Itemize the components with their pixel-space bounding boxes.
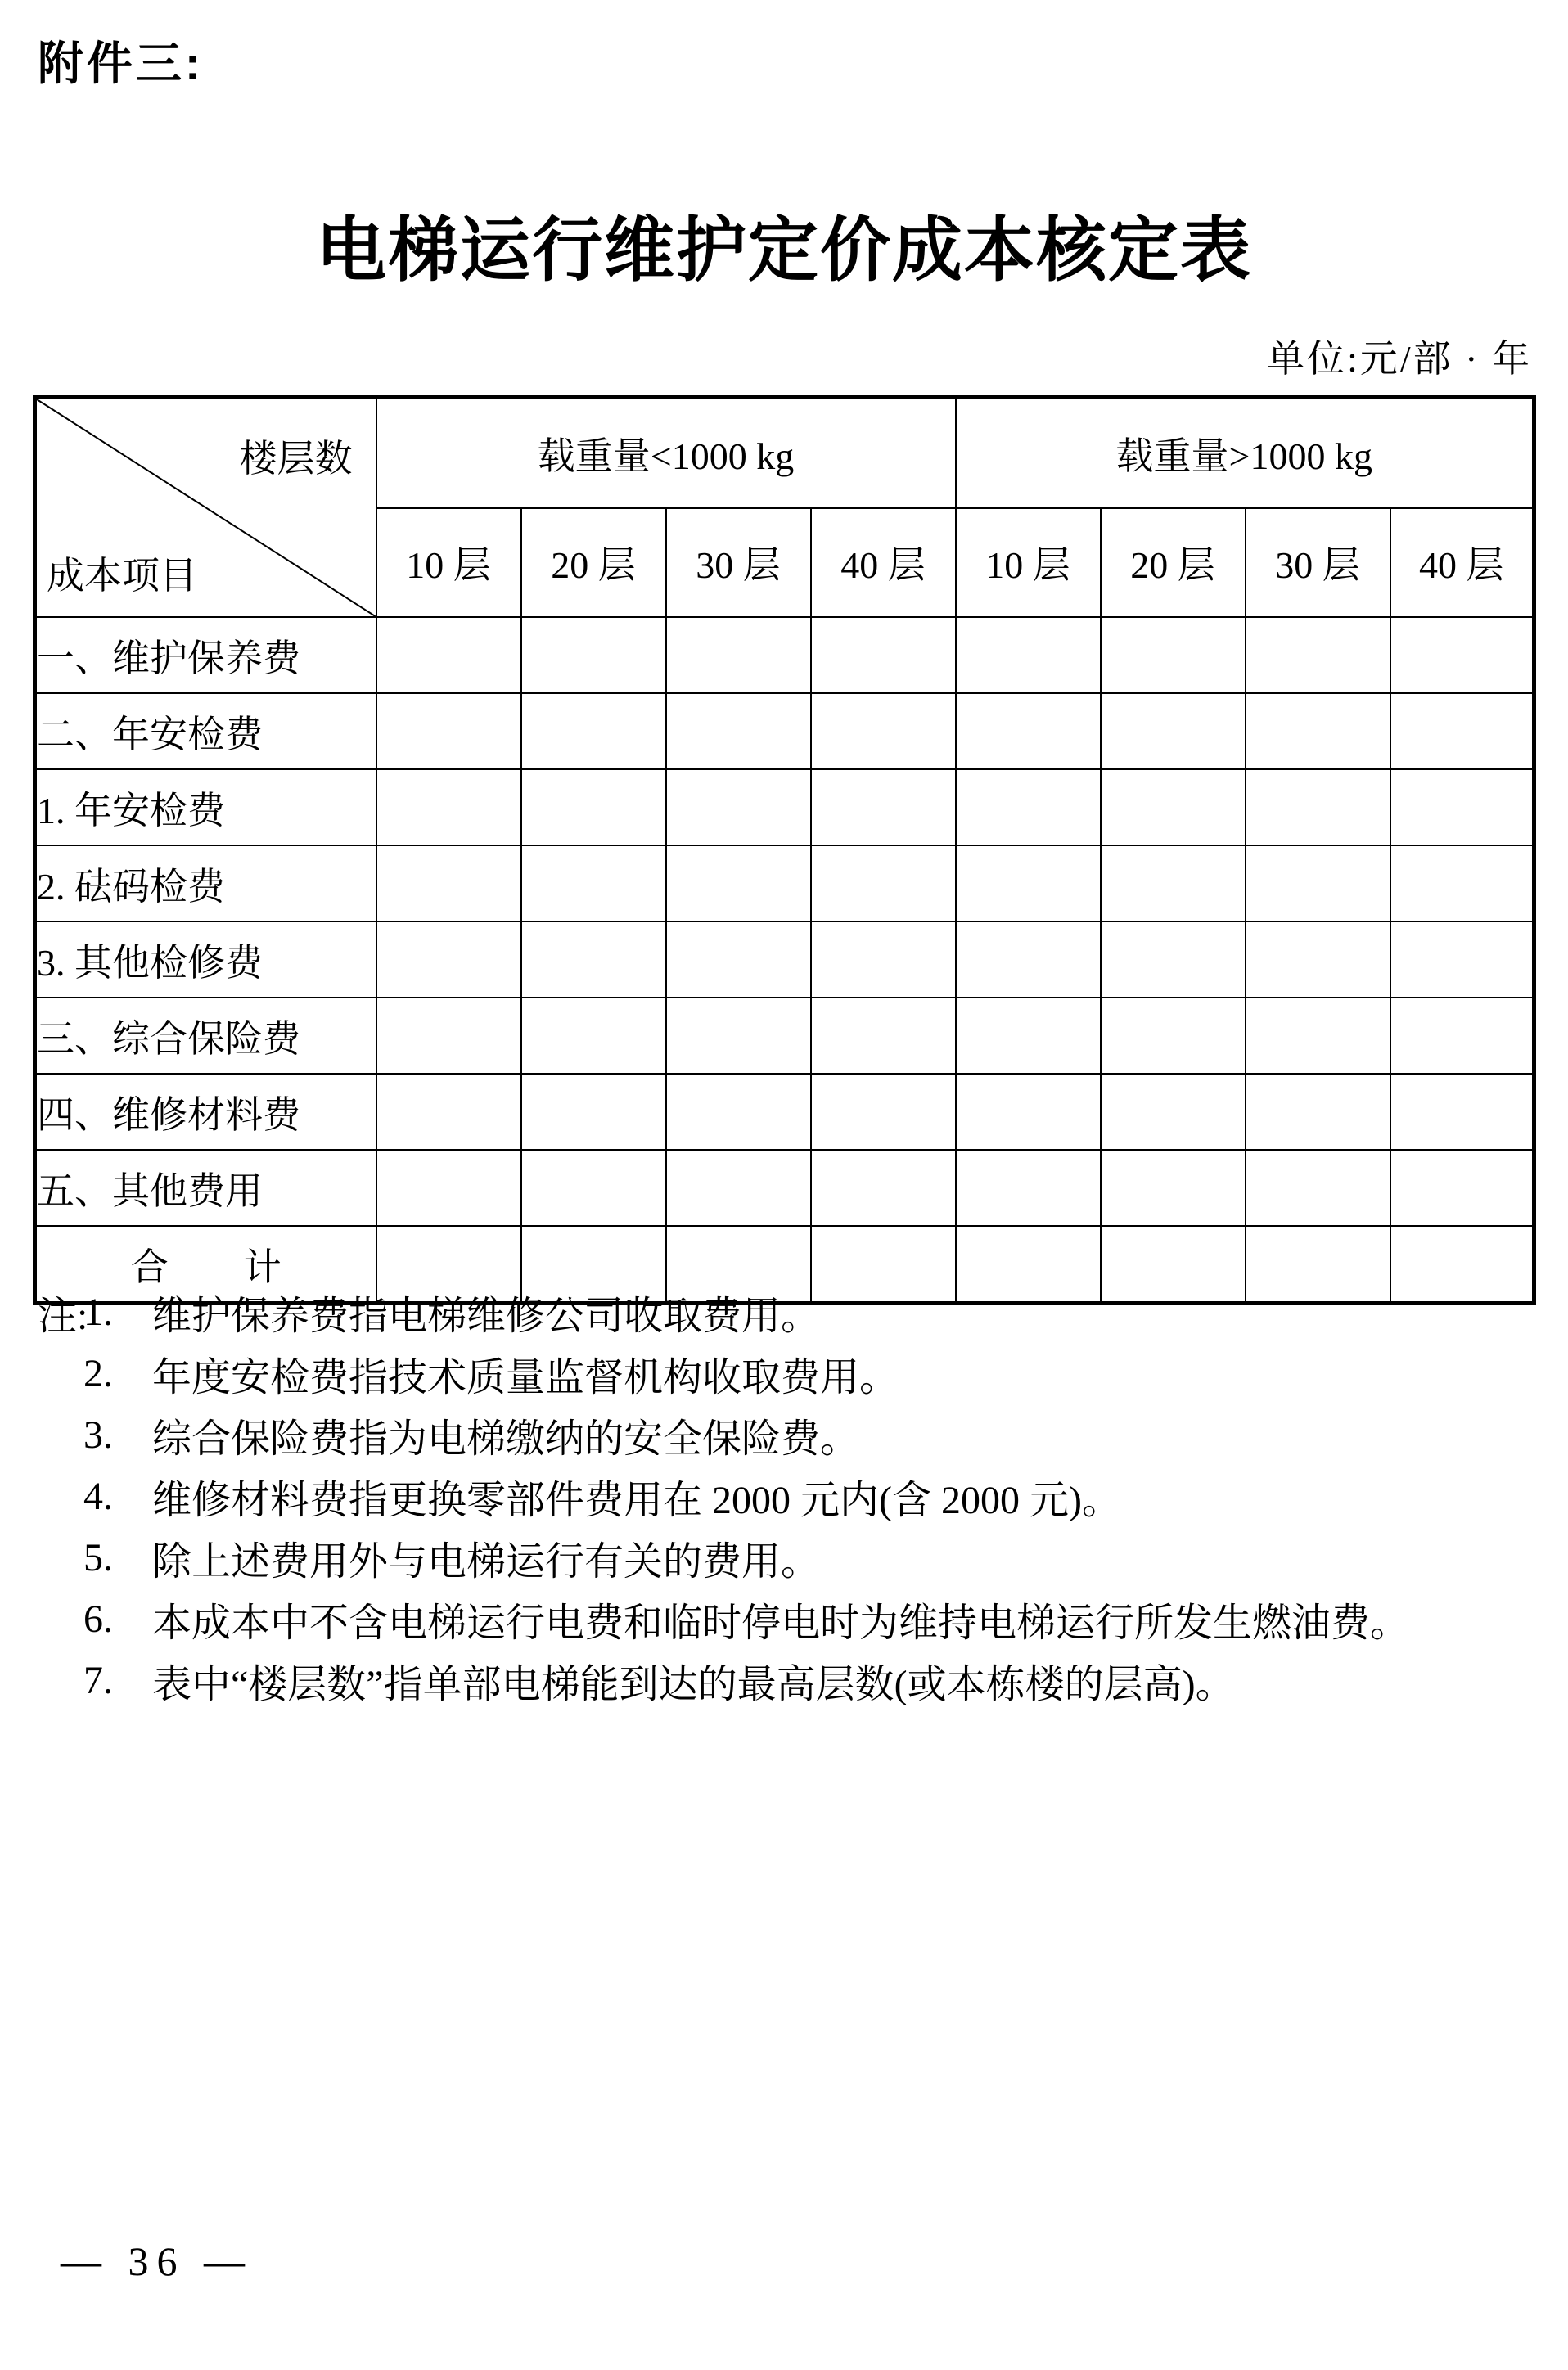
empty-value-cell xyxy=(956,998,1101,1074)
empty-value-cell xyxy=(1390,1150,1534,1226)
empty-value-cell xyxy=(521,693,666,769)
empty-value-cell xyxy=(956,921,1101,998)
empty-value-cell xyxy=(1246,845,1390,921)
note-number: 2. xyxy=(83,1352,113,1395)
floor-col-header: 40 层 xyxy=(811,508,956,617)
empty-value-cell xyxy=(1101,1150,1246,1226)
notes-section xyxy=(38,1282,1409,1711)
table-row xyxy=(35,845,1534,921)
empty-value-cell xyxy=(376,1150,521,1226)
empty-value-cell xyxy=(1101,617,1246,693)
empty-value-cell xyxy=(666,693,811,769)
empty-value-cell xyxy=(1390,769,1534,845)
note-line xyxy=(38,1527,1409,1588)
note-line xyxy=(38,1282,1409,1343)
empty-value-cell xyxy=(811,617,956,693)
empty-value-cell xyxy=(376,998,521,1074)
corner-label-cost-items: 成本项目 xyxy=(47,555,197,597)
note-line xyxy=(38,1650,1409,1711)
empty-value-cell xyxy=(811,845,956,921)
empty-value-cell xyxy=(956,693,1101,769)
empty-value-cell xyxy=(1101,1074,1246,1150)
corner-cell xyxy=(35,398,376,618)
empty-value-cell xyxy=(811,998,956,1074)
empty-value-cell xyxy=(376,769,521,845)
note-text: 除上述费用外与电梯运行有关的费用。 xyxy=(152,1540,821,1584)
empty-value-cell xyxy=(1390,617,1534,693)
note-number: 5. xyxy=(83,1536,113,1579)
unit-label: 单位:元/部 · 年 xyxy=(1267,338,1532,380)
empty-value-cell xyxy=(1390,1074,1534,1150)
corner-label-floor-count: 楼层数 xyxy=(239,438,353,480)
empty-value-cell xyxy=(1246,769,1390,845)
row-label-weight-check: 2. 砝码检费 xyxy=(35,845,376,921)
empty-value-cell xyxy=(666,617,811,693)
empty-value-cell xyxy=(1101,845,1246,921)
empty-value-cell xyxy=(1246,693,1390,769)
empty-value-cell xyxy=(1101,693,1246,769)
floor-col-header: 10 层 xyxy=(376,508,521,617)
empty-value-cell xyxy=(1390,921,1534,998)
row-label-total: 合 计 xyxy=(35,1226,376,1304)
empty-value-cell xyxy=(666,998,811,1074)
empty-value-cell xyxy=(811,1074,956,1150)
empty-value-cell xyxy=(376,693,521,769)
row-label-other-repair-check: 3. 其他检修费 xyxy=(35,921,376,998)
empty-value-cell xyxy=(376,617,521,693)
table-row xyxy=(35,1150,1534,1226)
note-text: 维修材料费指更换零部件费用在 2000 元内(含 2000 元)。 xyxy=(152,1479,1121,1522)
empty-value-cell xyxy=(521,1074,666,1150)
note-text: 维护保养费指电梯维修公司收取费用。 xyxy=(152,1295,821,1338)
empty-value-cell xyxy=(811,1150,956,1226)
empty-value-cell xyxy=(811,769,956,845)
empty-value-cell xyxy=(521,921,666,998)
empty-value-cell xyxy=(811,693,956,769)
note-number: 1. xyxy=(83,1291,113,1334)
floor-col-header: 30 层 xyxy=(1246,508,1390,617)
empty-value-cell xyxy=(956,769,1101,845)
empty-value-cell xyxy=(1101,998,1246,1074)
row-label-other-fee: 五、其他费用 xyxy=(35,1150,376,1226)
floor-col-header: 20 层 xyxy=(1101,508,1246,617)
attachment-label: 附件三: xyxy=(38,38,204,89)
empty-value-cell xyxy=(1246,617,1390,693)
table-row xyxy=(35,921,1534,998)
empty-value-cell xyxy=(376,921,521,998)
note-text: 年度安检费指技术质量监督机构收取费用。 xyxy=(152,1356,899,1399)
page-number: — 36 — xyxy=(61,2238,253,2284)
note-prefix: 注: xyxy=(38,1295,88,1338)
empty-value-cell xyxy=(956,1074,1101,1150)
floor-col-header: 30 层 xyxy=(666,508,811,617)
header-row-groups xyxy=(35,398,1534,508)
table-row xyxy=(35,617,1534,693)
empty-value-cell xyxy=(1390,693,1534,769)
empty-value-cell xyxy=(1101,769,1246,845)
note-text: 综合保险费指为电梯缴纳的安全保险费。 xyxy=(152,1417,860,1461)
empty-value-cell xyxy=(1246,921,1390,998)
note-line xyxy=(38,1466,1409,1527)
empty-value-cell xyxy=(1390,998,1534,1074)
empty-value-cell xyxy=(666,845,811,921)
empty-value-cell xyxy=(1390,845,1534,921)
floor-col-header: 20 层 xyxy=(521,508,666,617)
floor-col-header: 40 层 xyxy=(1390,508,1534,617)
note-line xyxy=(38,1343,1409,1404)
empty-value-cell xyxy=(521,845,666,921)
table-row xyxy=(35,1074,1534,1150)
empty-value-cell xyxy=(1390,1226,1534,1304)
empty-value-cell xyxy=(956,845,1101,921)
empty-value-cell xyxy=(521,1150,666,1226)
empty-value-cell xyxy=(666,769,811,845)
table-row xyxy=(35,769,1534,845)
page-title: 电梯运行维护定价成本核定表 xyxy=(316,211,1252,290)
row-label-annual-safety-check: 1. 年安检费 xyxy=(35,769,376,845)
empty-value-cell xyxy=(666,1150,811,1226)
empty-value-cell xyxy=(956,1150,1101,1226)
floor-col-header: 10 层 xyxy=(956,508,1101,617)
cost-table xyxy=(33,395,1536,1305)
row-label-insurance-fee: 三、综合保险费 xyxy=(35,998,376,1074)
table-row xyxy=(35,693,1534,769)
note-line xyxy=(38,1404,1409,1466)
empty-value-cell xyxy=(376,1074,521,1150)
empty-value-cell xyxy=(1246,998,1390,1074)
empty-value-cell xyxy=(521,998,666,1074)
note-text: 本成本中不含电梯运行电费和临时停电时为维持电梯运行所发生燃油费。 xyxy=(152,1602,1410,1645)
note-number: 3. xyxy=(83,1413,113,1457)
row-label-material-fee: 四、维修材料费 xyxy=(35,1074,376,1150)
note-line xyxy=(38,1588,1409,1650)
empty-value-cell xyxy=(666,1074,811,1150)
group-header-under-1000kg: 载重量<1000 kg xyxy=(376,398,956,508)
empty-value-cell xyxy=(521,617,666,693)
note-text: 表中“楼层数”指单部电梯能到达的最高层数(或本栋楼的层高)。 xyxy=(152,1663,1235,1706)
note-number: 6. xyxy=(83,1597,113,1641)
group-header-over-1000kg: 载重量>1000 kg xyxy=(956,398,1534,508)
empty-value-cell xyxy=(811,921,956,998)
empty-value-cell xyxy=(666,921,811,998)
empty-value-cell xyxy=(376,845,521,921)
empty-value-cell xyxy=(956,617,1101,693)
table-row xyxy=(35,998,1534,1074)
row-label-annual-inspection-fee: 二、年安检费 xyxy=(35,693,376,769)
empty-value-cell xyxy=(521,769,666,845)
empty-value-cell xyxy=(1246,1150,1390,1226)
empty-value-cell xyxy=(1246,1074,1390,1150)
note-number: 4. xyxy=(83,1475,113,1518)
empty-value-cell xyxy=(1101,921,1246,998)
note-number: 7. xyxy=(83,1659,113,1702)
row-label-maintenance-fee: 一、维护保养费 xyxy=(35,617,376,693)
